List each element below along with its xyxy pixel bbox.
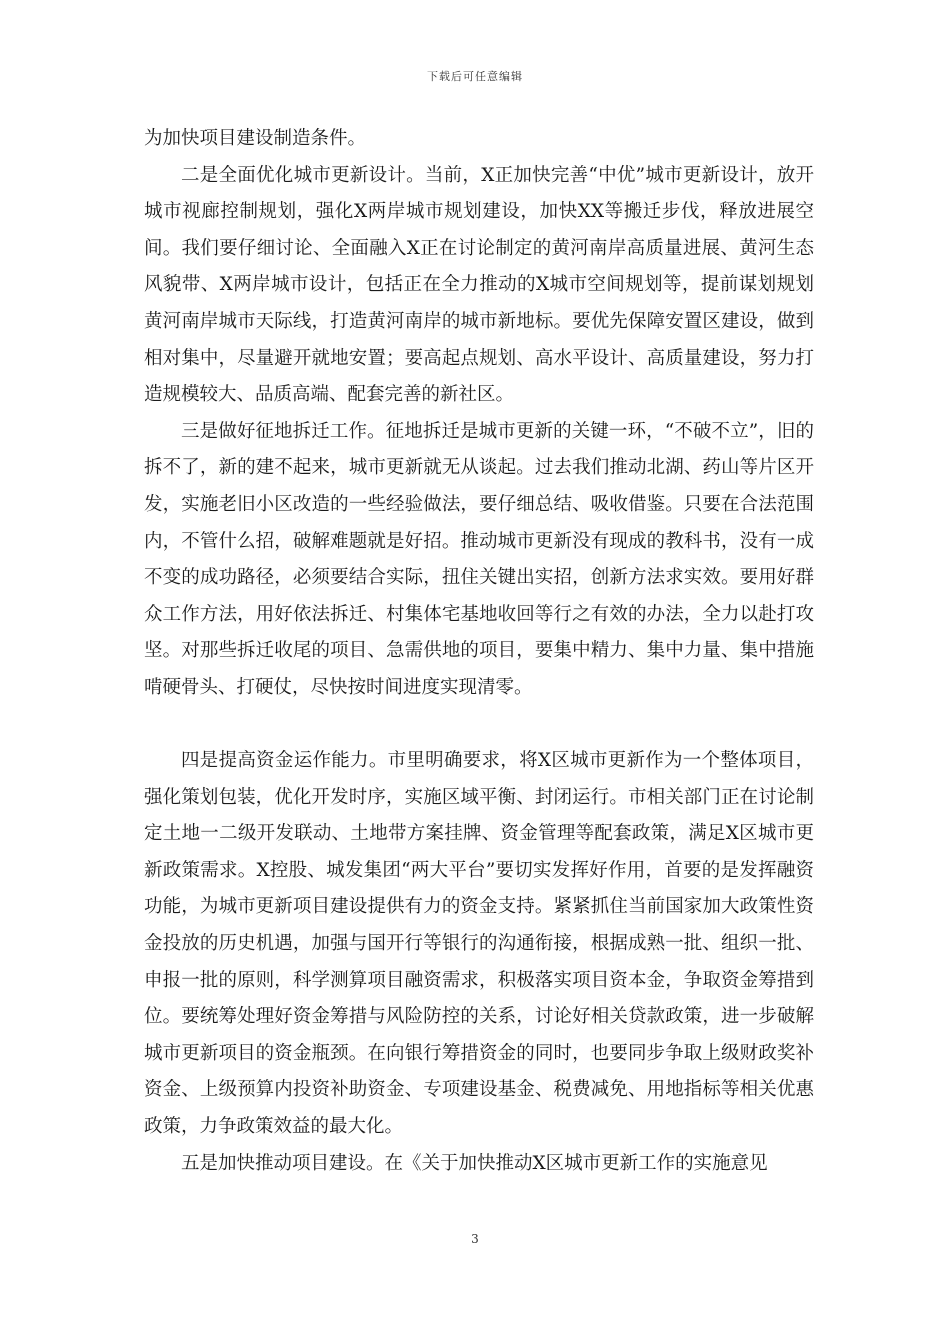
paragraph-continuation: 为加快项目建设制造条件。 [144, 128, 367, 149]
page-header: 下载后可任意编辑 [427, 70, 523, 83]
paragraph-design: 二是全面优化城市更新设计。当前，X正加快完善“中优”城市更新设计，放开城市视廊控制规划，强化X两岸城市规划建设，加快XX等搬迁步伐，释放进展空间。我们要仔细讨论、全面融入X正在讨论制定的黄河南岸高质量进展、黄河生态风貌带、X两岸城市设计，包括正在全力推动的X城市空间规划等，提前谋划规划黄河南岸城市天际线，打造黄河南岸的城市新地标。要优先保障安置区建设，做到相对集中，尽量避开就地安置；要高起点规划、高水平设计、高质量建设，努力打造规模较大、品质高端、配套完善的新社区。 [144, 164, 814, 406]
page-number: 3 [471, 1232, 479, 1246]
paragraph-projects: 五是加快推动项目建设。在《关于加快推动X区城市更新工作的实施意见 [181, 1152, 768, 1174]
paragraph-demolition: 三是做好征地拆迁工作。征地拆迁是城市更新的关键一环，“不破不立”，旧的拆不了，新的建不起来，城市更新就无从谈起。过去我们推动北湖、药山等片区开发，实施老旧小区改造的一些经验做法，要仔细总结、吸收借鉴。只要在合法范围内，不管什么招，破解难题就是好招。推动城市更新没有现成的教科书，没有一成不变的成功路径，必须要结合实际，扭住关键出实招，创新方法求实效。要用好群众工作方法，用好依法拆迁、村集体宅基地收回等行之有效的办法，全力以赴打攻坚。对那些拆迁收尾的项目、急需供地的项目，要集中精力、集中力量、集中措施啃硬骨头、打硬仗，尽快按时间进度实现清零。 [144, 420, 814, 698]
document-body [144, 121, 814, 1182]
paragraph-funding: 四是提高资金运作能力。市里明确要求，将X区城市更新作为一个整体项目，强化策划包装，优化开发时序，实施区域平衡、封闭运行。市相关部门正在讨论制定土地一二级开发联动、土地带方案挂牌、资金管理等配套政策，满足X区城市更新政策需求。X控股、城发集团“两大平台”要切实发挥好作用，首要的是发挥融资功能，为城市更新项目建设提供有力的资金支持。紧紧抓住当前国家加大政策性资金投放的历史机遇，加强与国开行等银行的沟通衔接，根据成熟一批、组织一批、申报一批的原则，科学测算项目融资需求，积极落实项目资本金，争取资金筹措到位。要统筹处理好资金筹措与风险防控的关系，讨论好相关贷款政策，进一步破解城市更新项目的资金瓶颈。在向银行筹措资金的同时，也要同步争取上级财政奖补资金、上级预算内投资补助资金、专项建设基金、税费减免、用地指标等相关优惠政策，力争政策效益的最大化。 [144, 750, 814, 1138]
